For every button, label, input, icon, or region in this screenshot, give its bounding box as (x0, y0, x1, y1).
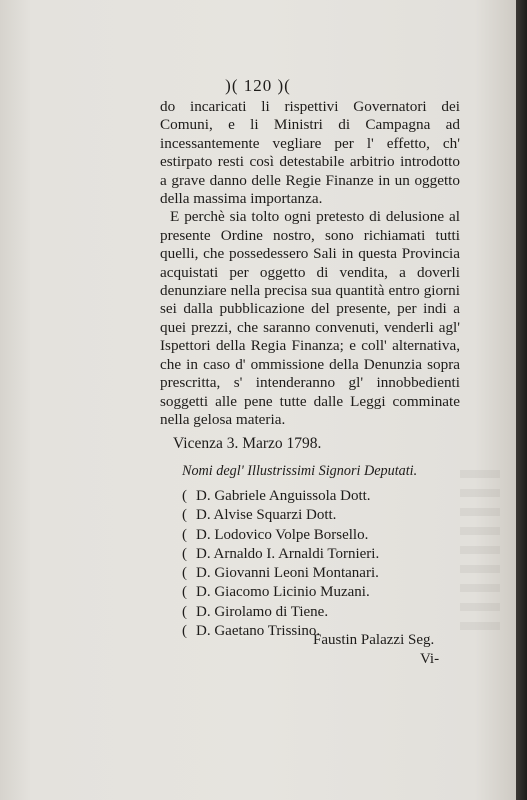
deputy-name: D. Lodovico Volpe Borsello. (196, 526, 369, 543)
deputy-name: D. Gabriele Anguissola Dott. (196, 488, 371, 504)
deputy-name: D. Girolamo di Tiene. (196, 603, 329, 620)
deputies-heading: Nomi degl' Illustrissimi Signori Deputati. (182, 463, 418, 479)
brace: ( (182, 603, 187, 620)
list-item (182, 487, 379, 506)
deputy-name: D. Giacomo Licinio Muzani. (196, 584, 370, 601)
list-item (182, 564, 379, 583)
dateline: Vicenza 3. Marzo 1798. (173, 435, 322, 452)
page-number: )( 120 )( (225, 76, 291, 95)
secretary-signature: Faustin Palazzi Seg. (313, 632, 435, 648)
brace: ( (182, 584, 187, 601)
brace: ( (182, 545, 187, 562)
catchword: Vi- (420, 651, 440, 667)
bleed-through-shadow (460, 470, 500, 640)
list-item (182, 506, 379, 525)
paragraph-1: do incaricati li rispettivi Governatori dei Comuni, e li Ministri di Campagna ad incessantemente vegliare per l' effetto, ch' estirpato resti così detestabile arbitrio introdotto a grave danno delle Regie Finanze in un oggetto della massima importanza. (160, 98, 460, 208)
deputy-name: D. Alvise Squarzi Dott. (196, 507, 337, 524)
paragraph-2: E perchè sia tolto ogni pretesto di delusione al presente Ordine nostro, sono richiamati tutti quelli, che possedessero Sali in questa Provincia acquistati per oggetto di vendita, a doverli denunziare nella precisa sua quantità entro giorni sei dalla pubblicazione del presente, per indi a quei prezzi, che saranno convenuti, venderli agl' Ispettori della Regia Finanza; e coll' alternativa, che in caso d' ommissione della Denunzia sopra prescritta, s' intenderanno gl' innobbedienti soggetti alle pene tutte dalle Leggi comminate nella gelosa materia. (160, 208, 460, 428)
brace: ( (182, 488, 187, 504)
brace: ( (182, 507, 187, 524)
list-item (182, 583, 379, 602)
body-text (160, 98, 460, 429)
list-item (182, 603, 379, 622)
brace: ( (182, 565, 187, 582)
deputy-name: D. Gaetano Trissino. (196, 623, 321, 640)
deputy-name: D. Arnaldo I. Arnaldi Tornieri. (196, 545, 380, 562)
brace: ( (182, 623, 187, 640)
brace: ( (182, 526, 187, 543)
deputies-list (182, 487, 379, 641)
page-edge-shadow (516, 0, 527, 800)
deputy-name: D. Giovanni Leoni Montanari. (196, 565, 379, 582)
list-item (182, 526, 379, 545)
list-item (182, 545, 379, 564)
